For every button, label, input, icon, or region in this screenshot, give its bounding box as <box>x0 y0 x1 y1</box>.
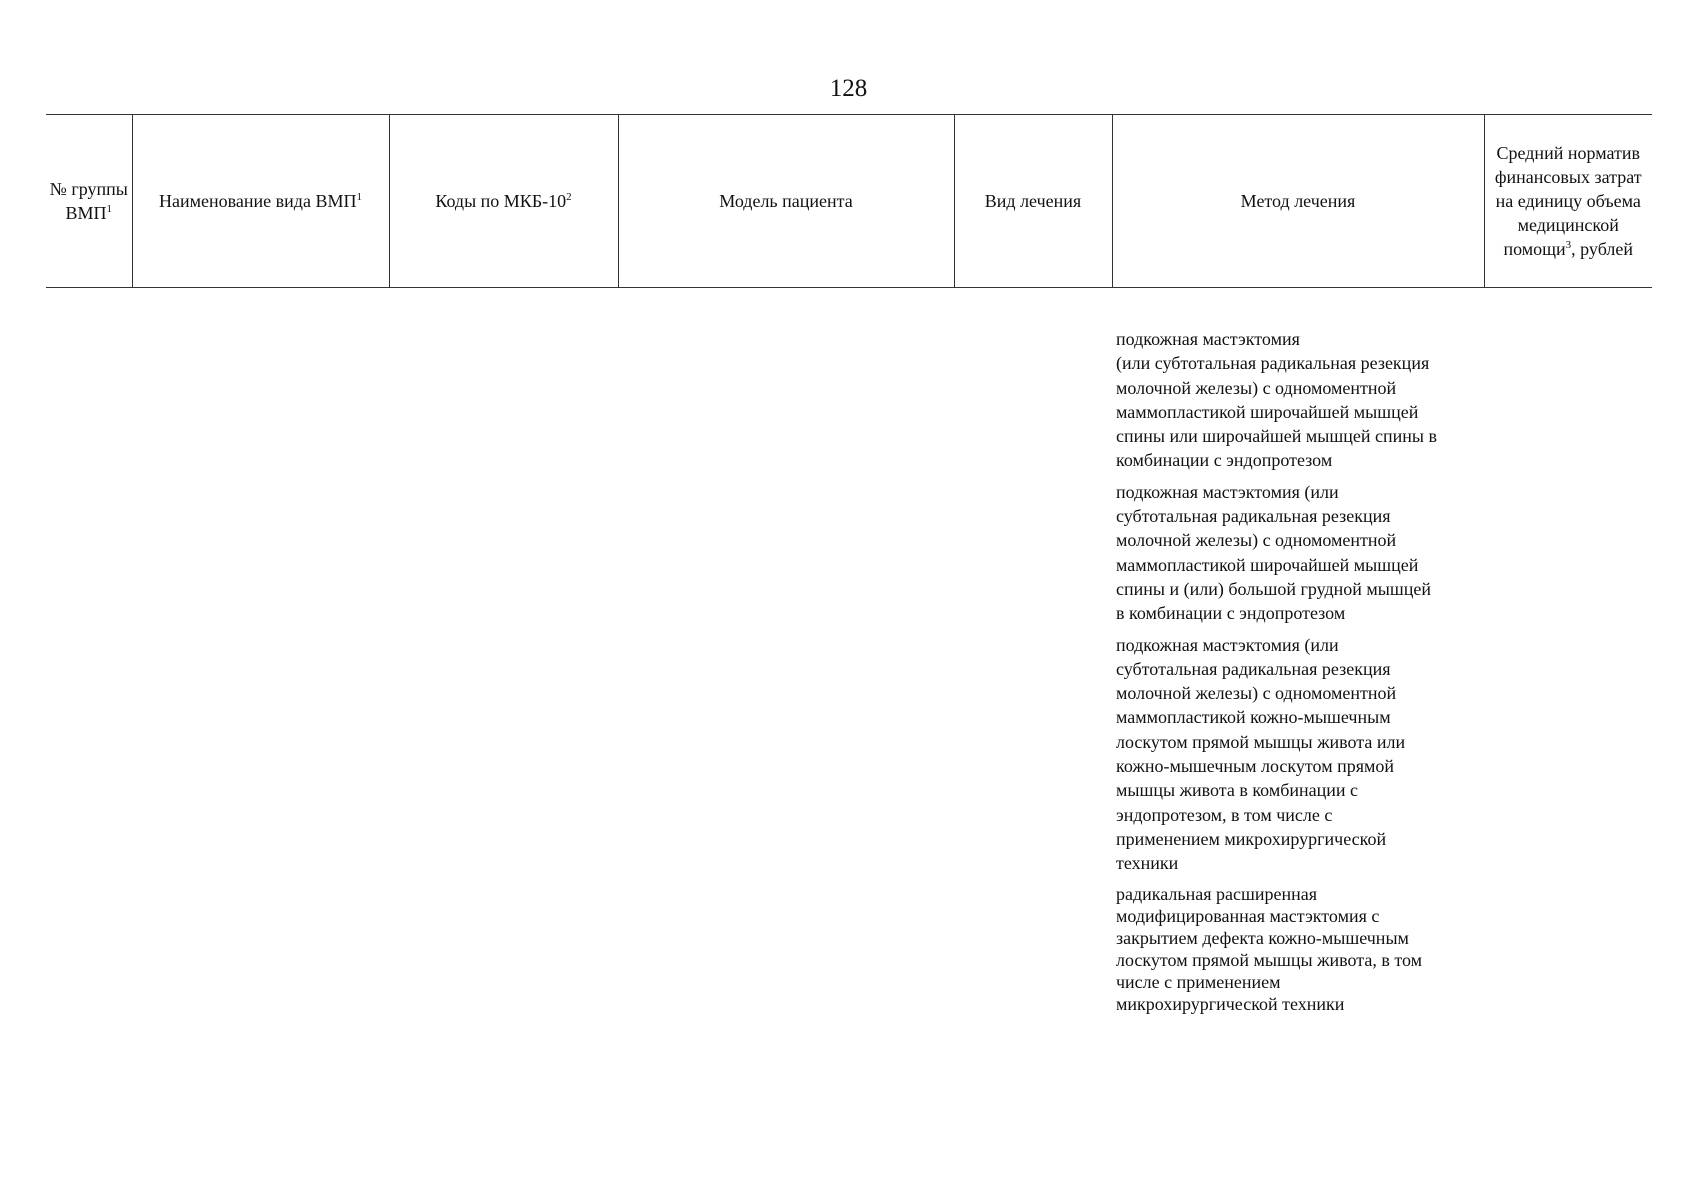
header-row <box>46 115 1652 288</box>
header-cell-treatment-type: Вид лечения <box>954 115 1112 288</box>
header-cell-treatment-method: Метод лечения <box>1112 115 1484 288</box>
method-item: подкожная мастэктомия (или субтотальная радикальная резекция молочной железы) с одномоментной маммопластикой кожно-мышечным лоскутом прямой мышцы живота или кожно-мышечным лоскутом прямой мышцы живота в комбинации с эндопротезом, в том числе с применением микрохирургической техники <box>1116 634 1406 874</box>
table-header <box>46 114 1652 288</box>
method-item: радикальная расширенная модифицированная мастэктомия с закрытием дефекта кожно-мышечным лоскутом прямой мышцы живота, в том числе с применением микрохирургической техники <box>1116 883 1423 1014</box>
header-cell-icd-codes: Коды по МКБ-$10^2$ <box>389 115 618 288</box>
method-item: подкожная мастэктомия (или субтотальная радикальная резекция молочной железы) с одномоментной маммопластикой широчайшей мышцей спины или широчайшей мышцей спины в комбинации с эндопротезом <box>1116 329 1437 471</box>
method-item: подкожная мастэктомия (или субтотальная радикальная резекция молочной железы) с одномоментной маммопластикой широчайшей мышцей спины и (или) большой грудной мышцей в комбинации с эндопротезом <box>1116 481 1431 624</box>
header-cell-group-number: № группы ВМП$^1$ <box>46 115 132 288</box>
header-cell-patient-model: Модель пациента <box>618 115 954 288</box>
header-cell-vmp-name: Наименование вида ВМП$^1$ <box>132 115 389 288</box>
header-cell-cost-standard: Средний норматив финансовых затрат на единицу объема медицинской помощи$^3$, рублей <box>1484 115 1652 288</box>
treatment-methods-list <box>1116 327 1488 1022</box>
page-number: 128 <box>829 75 868 102</box>
